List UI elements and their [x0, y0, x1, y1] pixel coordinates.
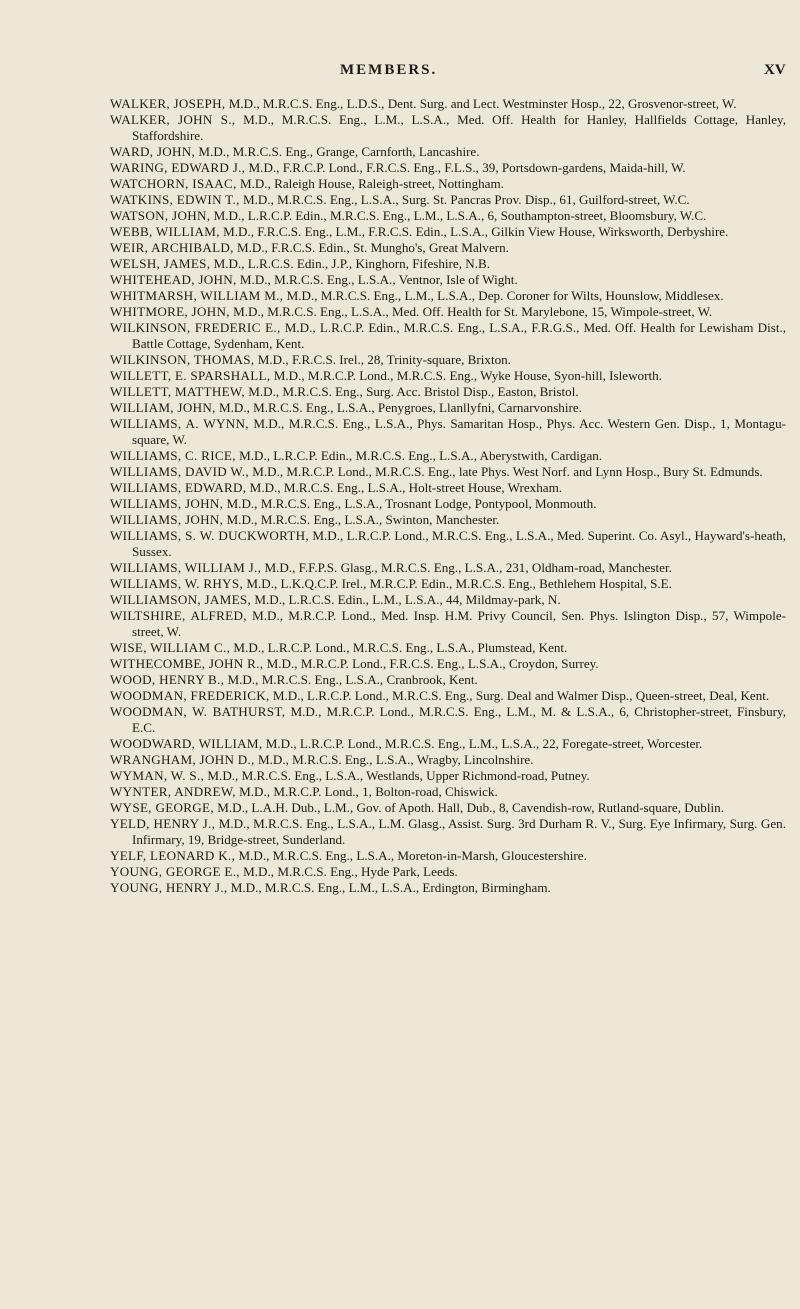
member-entry — [110, 384, 786, 400]
member-name: WALKER, JOHN S., — [110, 112, 236, 127]
member-entry — [110, 256, 786, 272]
member-name: WILLIAMS, W. RHYS, — [110, 576, 244, 591]
member-name: WILLIAMS, S. W. DUCKWORTH, — [110, 528, 309, 543]
member-details: M.D., M.R.C.S. Eng., L.S.A., Phys. Samaritan Hosp., Phys. Acc. Western Gen. Disp., 1, Montagu-square, W. — [132, 416, 786, 447]
member-name: WILLIAMS, JOHN, — [110, 512, 224, 527]
member-details: M.D., F.R.C.S. Edin., St. Mungho's, Great Malvern. — [237, 240, 509, 255]
member-details: M.D., L.R.C.P. Lond., M.R.C.S. Eng., L.S.A., Plumstead, Kent. — [233, 640, 568, 655]
member-entry — [110, 640, 786, 656]
member-entry — [110, 288, 786, 304]
member-entry — [110, 224, 786, 240]
member-entry — [110, 528, 786, 560]
member-entry — [110, 272, 786, 288]
member-name: WILLIAMS, C. RICE, — [110, 448, 236, 463]
member-details: M.D., M.R.C.S. Eng., L.S.A., Holt-street House, Wrexham. — [249, 480, 563, 495]
member-entry — [110, 848, 786, 864]
member-entry — [110, 192, 786, 208]
member-details: M.D., F.R.C.S. Irel., 28, Trinity-square, Brixton. — [257, 352, 511, 367]
member-details: M.D., M.R.C.S. Eng., L.S.A., Westlands, Upper Richmond-road, Putney. — [207, 768, 590, 783]
member-details: M.D., M.R.C.S. Eng., L.S.A., Wragby, Lincolnshire. — [257, 752, 534, 767]
member-name: WATKINS, EDWIN T., — [110, 192, 240, 207]
member-details: M.D., M.R.C.S. Eng., L.M., L.S.A., Med. Off. Health for Hanley, Hallfields Cottage, Hanley, Staffordshire. — [132, 112, 786, 143]
member-details: M.D., M.R.C.S. Eng., L.S.A., Moreton-in-Marsh, Gloucestershire. — [238, 848, 587, 863]
member-details: M.D., M.R.C.S. Eng., L.S.A., Med. Off. Health for St. Marylebone, 15, Wimpole-street, W. — [233, 304, 713, 319]
member-name: WITHECOMBE, JOHN R., — [110, 656, 264, 671]
member-entry — [110, 864, 786, 880]
member-entry — [110, 752, 786, 768]
member-entry — [110, 608, 786, 640]
member-name: WATCHORN, ISAAC, — [110, 176, 237, 191]
member-name: WILLIAMSON, JAMES, — [110, 592, 252, 607]
member-name: WOODWARD, WILLIAM, — [110, 736, 263, 751]
member-details: M.D., L.R.C.P. Lond., M.R.C.S. Eng., Surg. Deal and Walmer Disp., Queen-street, Deal, Kent. — [272, 688, 770, 703]
member-details: M.D., M.R.C.S. Eng., Surg. Acc. Bristol Disp., Easton, Bristol. — [248, 384, 579, 399]
member-name: YOUNG, GEORGE E., — [110, 864, 240, 879]
member-entry — [110, 768, 786, 784]
member-name: YOUNG, HENRY J., — [110, 880, 228, 895]
member-name: WEIR, ARCHIBALD, — [110, 240, 234, 255]
member-entry — [110, 800, 786, 816]
member-name: WILLIAMS, DAVID W., — [110, 464, 249, 479]
member-entry — [110, 880, 786, 896]
member-entry — [110, 240, 786, 256]
member-entry — [110, 672, 786, 688]
member-entry — [110, 448, 786, 464]
member-name: WILTSHIRE, ALFRED, — [110, 608, 247, 623]
member-name: WILLIAMS, EDWARD, — [110, 480, 247, 495]
member-details: M.D., Raleigh House, Raleigh-street, Nottingham. — [239, 176, 504, 191]
member-details: M.D., M.R.C.S. Eng., L.S.A., Penygroes, Llanllyfni, Carnarvonshire. — [218, 400, 582, 415]
member-details: M.D., M.R.C.S. Eng., Hyde Park, Leeds. — [243, 864, 458, 879]
member-name: WHITEHEAD, JOHN, — [110, 272, 237, 287]
member-entry — [110, 176, 786, 192]
member-details: M.D., L.A.H. Dub., L.M., Gov. of Apoth. Hall, Dub., 8, Cavendish-row, Rutland-square, Dublin. — [217, 800, 724, 815]
member-entry — [110, 736, 786, 752]
member-name: WATSON, JOHN, — [110, 208, 211, 223]
member-name: WILLETT, E. SPARSHALL, — [110, 368, 271, 383]
member-name: WARING, EDWARD J., — [110, 160, 246, 175]
member-details: M.D., L.R.C.P. Edin., M.R.C.S. Eng., L.S.A., Aberystwith, Cardigan. — [239, 448, 603, 463]
member-details: M.D., L.R.C.P. Edin., M.R.C.S. Eng., L.M., L.S.A., 6, Southampton-street, Bloomsbury, W.C. — [213, 208, 707, 223]
member-details: M.D., M.R.C.S. Eng., L.D.S., Dent. Surg. and Lect. Westminster Hosp., 22, Grosvenor-street, W. — [228, 96, 737, 111]
member-entry — [110, 320, 786, 352]
member-entry — [110, 304, 786, 320]
member-entry — [110, 816, 786, 848]
member-name: WOODMAN, FREDERICK, — [110, 688, 270, 703]
member-details: M.D., M.R.C.P. Lond., M.R.C.S. Eng., late Phys. West Norf. and Lynn Hosp., Bury St. Edmunds. — [252, 464, 763, 479]
member-details: M.D., M.R.C.S. Eng., L.M., L.S.A., Erdington, Birmingham. — [230, 880, 551, 895]
member-details: M.D., M.R.C.S. Eng., L.S.A., Swinton, Manchester. — [226, 512, 500, 527]
page-title: MEMBERS. — [340, 62, 438, 78]
member-name: WARD, JOHN, — [110, 144, 196, 159]
member-entry — [110, 208, 786, 224]
member-entry — [110, 576, 786, 592]
running-head — [0, 62, 800, 82]
member-entry — [110, 160, 786, 176]
member-list — [110, 96, 786, 896]
member-name: WEBB, WILLIAM, — [110, 224, 220, 239]
member-details: M.D., L.R.C.S. Edin., J.P., Kinghorn, Fifeshire, N.B. — [213, 256, 491, 271]
member-entry — [110, 352, 786, 368]
member-entry — [110, 784, 786, 800]
member-details: M.D., L.R.C.S. Edin., L.M., L.S.A., 44, Mildmay-park, N. — [254, 592, 561, 607]
member-entry — [110, 592, 786, 608]
member-details: M.D., L.R.C.P. Lond., M.R.C.S. Eng., L.S.A., Med. Superint. Co. Asyl., Hayward's-heath, Sussex. — [132, 528, 786, 559]
member-entry — [110, 480, 786, 496]
member-details: M.D., M.R.C.P. Lond., M.R.C.S. Eng., Wyke House, Syon-hill, Isleworth. — [273, 368, 662, 383]
member-name: WALKER, JOSEPH, — [110, 96, 226, 111]
member-name: WYNTER, ANDREW, — [110, 784, 236, 799]
member-entry — [110, 704, 786, 736]
member-details: M.D., M.R.C.P. Lond., 1, Bolton-road, Chiswick. — [239, 784, 498, 799]
member-entry — [110, 96, 786, 112]
member-name: WILLIAMS, A. WYNN, — [110, 416, 249, 431]
member-name: WYMAN, W. S., — [110, 768, 205, 783]
member-details: M.D., M.R.C.S. Eng., L.S.A., Trosnant Lodge, Pontypool, Monmouth. — [226, 496, 597, 511]
member-entry — [110, 368, 786, 384]
member-name: WILLIAMS, WILLIAM J., — [110, 560, 262, 575]
member-name: WILKINSON, THOMAS, — [110, 352, 255, 367]
member-entry — [110, 688, 786, 704]
member-details: M.D., M.R.C.S. Eng., L.S.A., Cranbrook, Kent. — [227, 672, 478, 687]
member-entry — [110, 416, 786, 448]
member-details: M.D., M.R.C.P. Lond., F.R.C.S. Eng., L.S.A., Croydon, Surrey. — [266, 656, 599, 671]
member-details: M.D., F.F.P.S. Glasg., M.R.C.S. Eng., L.S.A., 231, Oldham-road, Manchester. — [264, 560, 672, 575]
member-details: M.D., L.K.Q.C.P. Irel., M.R.C.P. Edin., M.R.C.S. Eng., Bethlehem Hospital, S.E. — [246, 576, 672, 591]
member-entry — [110, 656, 786, 672]
member-details: M.D., M.R.C.P. Lond., Med. Insp. H.M. Privy Council, Sen. Phys. Islington Disp., 57, Wimpole-street, W. — [132, 608, 787, 639]
member-details: M.D., F.R.C.S. Eng., L.M., F.R.C.S. Edin., L.S.A., Gilkin View House, Wirksworth, Derbyshire. — [223, 224, 729, 239]
member-name: WYSE, GEORGE, — [110, 800, 214, 815]
member-entry — [110, 112, 786, 144]
page-number: XV — [764, 62, 786, 78]
member-details: M.D., L.R.C.P. Lond., M.R.C.S. Eng., L.M., L.S.A., 22, Foregate-street, Worcester. — [265, 736, 703, 751]
member-name: WILLIAMS, JOHN, — [110, 496, 224, 511]
member-details: M.D., M.R.C.P. Lond., M.R.C.S. Eng., L.M., M. & L.S.A., 6, Christopher-street, Finsbury, E.C. — [132, 704, 786, 735]
member-name: WILLETT, MATTHEW, — [110, 384, 245, 399]
member-entry — [110, 464, 786, 480]
member-entry — [110, 400, 786, 416]
member-details: M.D., M.R.C.S. Eng., Grange, Carnforth, Lancashire. — [198, 144, 480, 159]
member-details: M.D., L.R.C.P. Edin., M.R.C.S. Eng., L.S.A., F.R.G.S., Med. Off. Health for Lewisham Dist., Battle Cottage, Sydenham, Kent. — [132, 320, 786, 351]
member-details: M.D., M.R.C.S. Eng., L.M., L.S.A., Dep. Coroner for Wilts, Hounslow, Middlesex. — [286, 288, 724, 303]
member-name: WOOD, HENRY B., — [110, 672, 225, 687]
member-entry — [110, 560, 786, 576]
member-details: M.D., M.R.C.S. Eng., L.S.A., Ventnor, Isle of Wight. — [239, 272, 518, 287]
member-entry — [110, 496, 786, 512]
member-entry — [110, 512, 786, 528]
member-details: M.D., M.R.C.S. Eng., L.S.A., Surg. St. Pancras Prov. Disp., 61, Guilford-street, W.C. — [242, 192, 690, 207]
member-name: YELD, HENRY J., — [110, 816, 216, 831]
member-name: WELSH, JAMES, — [110, 256, 211, 271]
member-name: WILKINSON, FREDERIC E., — [110, 320, 281, 335]
member-name: WILLIAM, JOHN, — [110, 400, 216, 415]
member-name: WOODMAN, W. BATHURST, — [110, 704, 286, 719]
member-name: WHITMORE, JOHN, — [110, 304, 230, 319]
member-entry — [110, 144, 786, 160]
member-details: M.D., M.R.C.S. Eng., L.S.A., L.M. Glasg., Assist. Surg. 3rd Durham R. V., Surg. Eye Infirmary, Surg. Gen. Infirmary, 19, Bridge-street, Sunderland. — [132, 816, 786, 847]
member-details: M.D., F.R.C.P. Lond., F.R.C.S. Eng., F.L.S., 39, Portsdown-gardens, Maida-hill, W. — [248, 160, 686, 175]
member-name: WHITMARSH, WILLIAM M., — [110, 288, 284, 303]
member-name: YELF, LEONARD K., — [110, 848, 236, 863]
member-name: WISE, WILLIAM C., — [110, 640, 231, 655]
member-name: WRANGHAM, JOHN D., — [110, 752, 255, 767]
